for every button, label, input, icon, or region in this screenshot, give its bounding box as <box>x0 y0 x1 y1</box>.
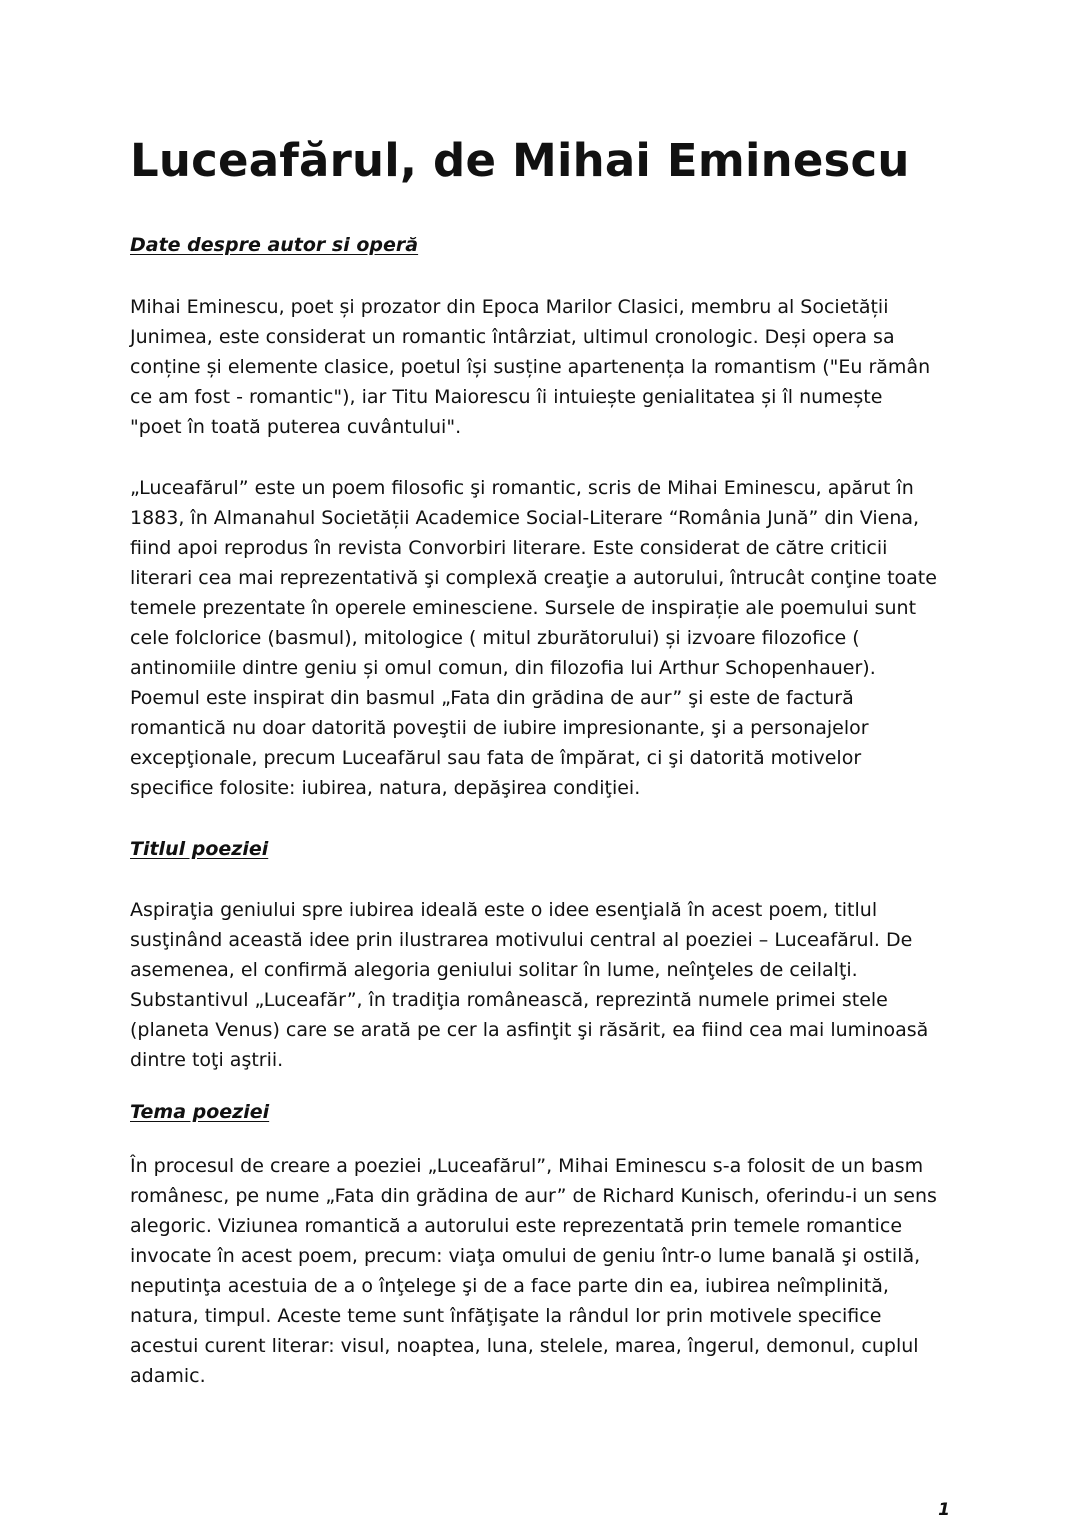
text-line: Mihai Eminescu, poet și prozator din Epoca Marilor Clasici, membru al Societății <box>130 296 889 318</box>
text-line: natura, timpul. Aceste teme sunt înfăţişate la rândul lor prin motivele specifice <box>130 1305 882 1327</box>
text-line: Junimea, este considerat un romantic întârziat, ultimul cronologic. Deși opera sa <box>130 326 895 348</box>
text-line: 1883, în Almanahul Societății Academice Social-Literare “România Jună” din Viena, <box>130 507 920 529</box>
paragraph-poem-intro <box>130 473 937 803</box>
text-line: excepţionale, precum Luceafărul sau fata de împărat, ci şi datorită motivelor <box>130 747 862 769</box>
text-line: Aspiraţia geniului spre iubirea ideală este o idee esenţială în acest poem, titlul <box>130 899 878 921</box>
text-line: alegoric. Viziunea romantică a autorului este reprezentată prin temele romantice <box>130 1215 903 1237</box>
section-heading-theme: Tema poeziei <box>130 1101 270 1123</box>
text-line: specifice folosite: iubirea, natura, depăşirea condiţiei. <box>130 777 641 799</box>
section-heading-title: Titlul poeziei <box>130 838 269 860</box>
text-line: fiind apoi reprodus în revista Convorbiri literare. Este considerat de către criticii <box>130 537 888 559</box>
text-line: „Luceafărul” este un poem filosofic şi romantic, scris de Mihai Eminescu, apărut în <box>130 477 914 499</box>
document-title: Luceafărul, de Mihai Eminescu <box>130 134 910 187</box>
text-line: temele prezentate în operele eminesciene. Sursele de inspirație ale poemului sunt <box>130 597 917 619</box>
text-line: asemenea, el confirmă alegoria geniului solitar în lume, neînţeles de ceilalţi. <box>130 959 858 981</box>
text-line: Substantivul „Luceafăr”, în tradiţia românească, reprezintă numele primei stele <box>130 989 888 1011</box>
text-line: romantică nu doar datorită poveştii de iubire impresionante, şi a personajelor <box>130 717 869 739</box>
section-heading-author: Date despre autor si operă <box>130 234 419 256</box>
text-line: susţinând această idee prin ilustrarea motivului central al poeziei – Luceafărul. De <box>130 929 913 951</box>
text-line: conține și elemente clasice, poetul își susține apartenența la romantism ("Eu rămân <box>130 356 931 378</box>
text-line: neputinţa acestuia de a o înţelege şi de a face parte din ea, iubirea neîmplinită, <box>130 1275 889 1297</box>
text-line: adamic. <box>130 1365 206 1387</box>
text-line: dintre toţi aştrii. <box>130 1049 284 1071</box>
text-line: antinomiile dintre geniu și omul comun, din filozofia lui Arthur Schopenhauer). <box>130 657 876 679</box>
text-line: literari cea mai reprezentativă şi complexă creaţie a autorului, întrucât conţine toate <box>130 567 937 589</box>
page-number: 1 <box>938 1500 950 1520</box>
paragraph-author-intro <box>130 292 930 442</box>
text-line: cele folclorice (basmul), mitologice ( mitul zburătorului) și izvoare filozofice ( <box>130 627 860 649</box>
text-line: invocate în acest poem, precum: viaţa omului de geniu într-o lume banală şi ostilă, <box>130 1245 921 1267</box>
text-line: "poet în toată puterea cuvântului". <box>130 416 462 438</box>
paragraph-theme-analysis <box>130 1151 937 1391</box>
text-line: acestui curent literar: visul, noaptea, luna, stelele, marea, îngerul, demonul, cuplul <box>130 1335 919 1357</box>
text-line: În procesul de creare a poeziei „Luceafărul”, Mihai Eminescu s-a folosit de un basm <box>130 1155 924 1177</box>
text-line: românesc, pe nume „Fata din grădina de aur” de Richard Kunisch, oferindu-i un sens <box>130 1185 937 1207</box>
text-line: ce am fost - romantic"), iar Titu Maiorescu îi intuiește genialitatea și îl numește <box>130 386 883 408</box>
paragraph-title-analysis <box>130 895 928 1075</box>
text-line: (planeta Venus) care se arată pe cer la asfinţit şi răsărit, ea fiind cea mai luminoasă <box>130 1019 929 1041</box>
text-line: Poemul este inspirat din basmul „Fata din grădina de aur” şi este de factură <box>130 687 854 709</box>
